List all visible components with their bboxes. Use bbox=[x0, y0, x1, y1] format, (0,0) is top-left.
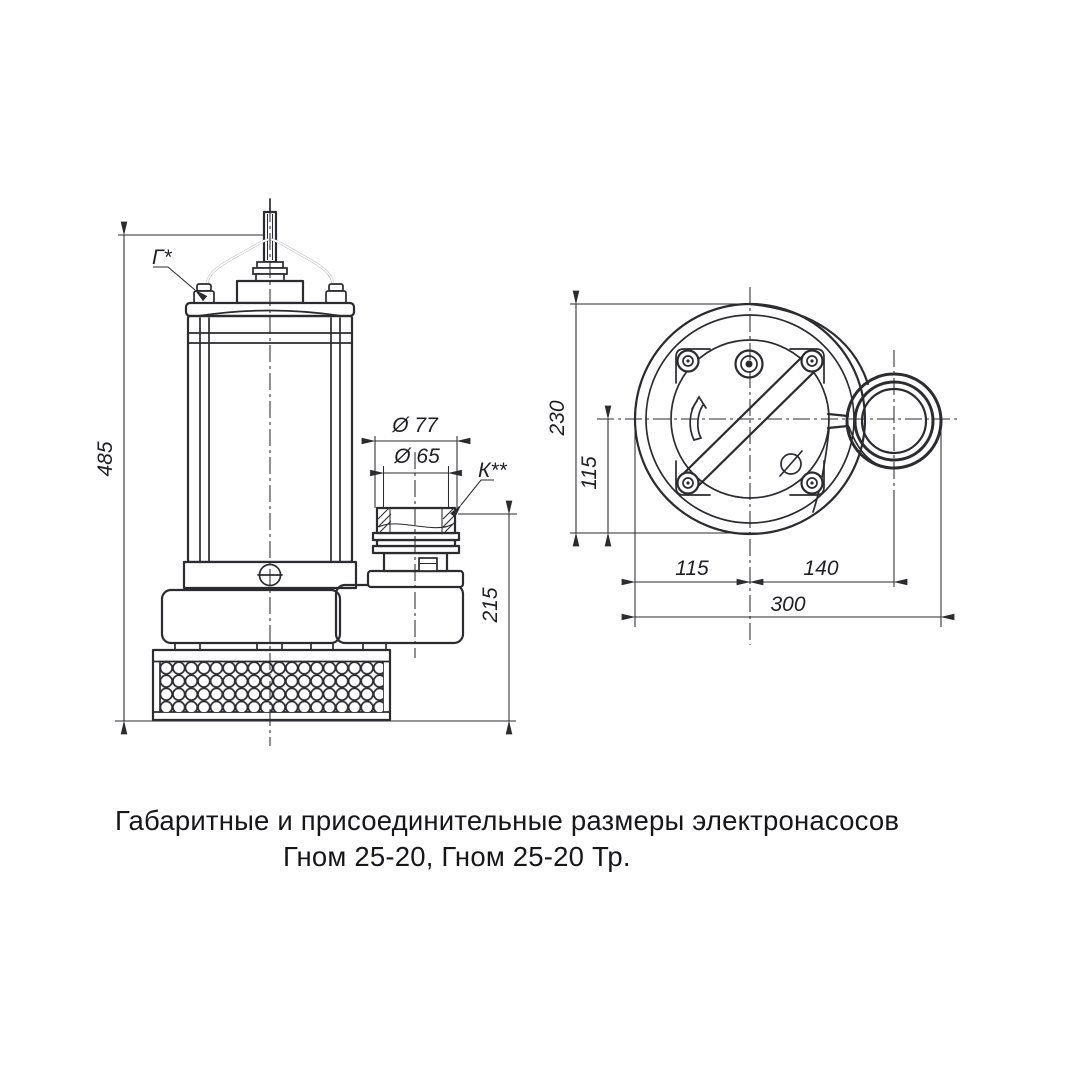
dim-label-d65: Ø 65 bbox=[394, 445, 440, 468]
dim-label-115v: 115 bbox=[578, 456, 601, 490]
bolt-bottom-right bbox=[802, 473, 823, 494]
handle-bolt-left bbox=[194, 284, 214, 303]
dim-label-d77: Ø 77 bbox=[392, 414, 438, 437]
callout-k bbox=[461, 459, 508, 505]
bolt-top-right bbox=[802, 351, 823, 372]
top-view bbox=[546, 287, 958, 645]
bolt-top-left bbox=[678, 351, 699, 372]
caption-line-2: Гном 25-20, Гном 25-20 Тр. bbox=[283, 841, 631, 872]
callout-label-k: К** bbox=[478, 459, 507, 482]
dim-diameter-65 bbox=[384, 445, 449, 508]
dim-label-230: 230 bbox=[546, 400, 569, 436]
drain-plug-icon bbox=[780, 451, 802, 476]
dim-height-215 bbox=[458, 514, 517, 721]
strainer-basket bbox=[153, 650, 390, 720]
dim-label-140: 140 bbox=[803, 557, 839, 580]
dim-width-230 bbox=[546, 304, 758, 533]
callout-label-g: Г* bbox=[152, 246, 172, 269]
handle-bolt-right bbox=[326, 284, 346, 303]
dim-label-115b: 115 bbox=[675, 557, 709, 580]
bolt-bottom-left bbox=[678, 473, 699, 494]
pump-casing bbox=[162, 585, 463, 650]
dim-label-485: 485 bbox=[94, 441, 117, 477]
callout-g bbox=[152, 246, 195, 290]
cable-gland-top bbox=[736, 351, 763, 378]
dim-half-115 bbox=[578, 419, 608, 533]
caption-line-1: Габаритные и присоединительные размеры электронасосов bbox=[115, 805, 900, 836]
dim-label-300: 300 bbox=[770, 593, 806, 616]
dim-label-215: 215 bbox=[479, 587, 502, 623]
side-view bbox=[94, 199, 517, 746]
